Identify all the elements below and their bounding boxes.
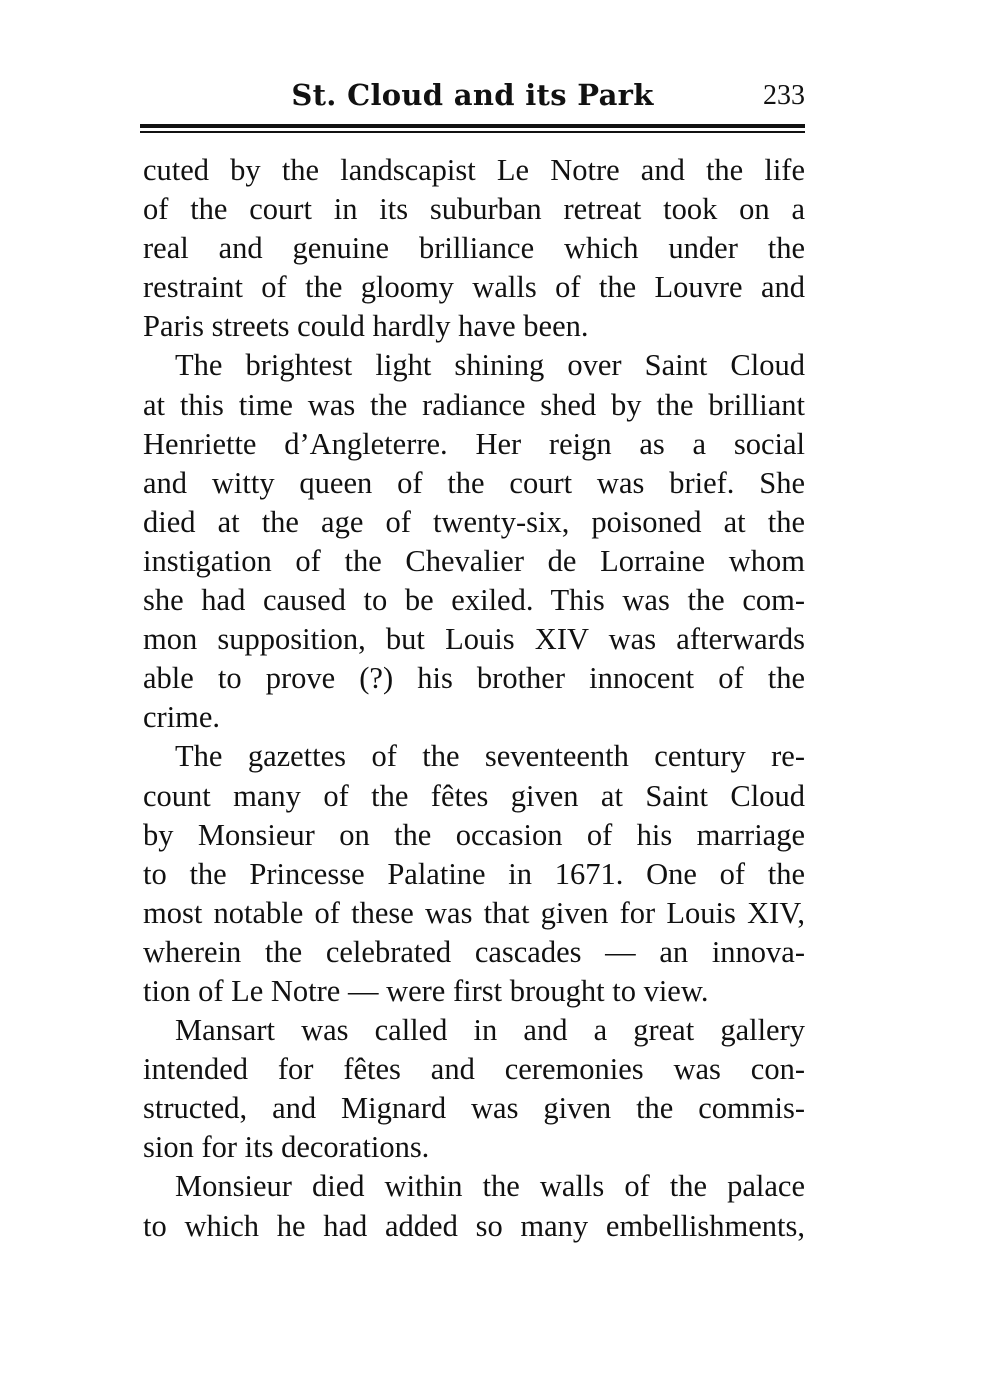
header-rule-thin	[140, 131, 805, 133]
text-line: count many of the fêtes given at Saint Cloud	[143, 778, 805, 813]
text-line: Henriette d’Angleterre. Her reign as a social	[143, 426, 805, 461]
text-line: restraint of the gloomy walls of the Louvre and	[143, 270, 805, 305]
text-line: to the Princesse Palatine in 1671. One of the	[143, 856, 805, 891]
text-line: mon supposition, but Louis XIV was afterwards	[143, 622, 805, 657]
text-line: instigation of the Chevalier de Lorraine whom	[143, 543, 805, 578]
text-line: wherein the celebrated cascades — an innova-	[143, 934, 805, 969]
text-line: crime.	[143, 700, 221, 735]
text-line: cuted by the landscapist Le Notre and the life	[143, 153, 805, 187]
text-line: Monsieur died within the walls of the palace	[175, 1169, 805, 1204]
text-line: by Monsieur on the occasion of his marriage	[143, 817, 805, 852]
text-line: structed, and Mignard was given the commis-	[143, 1091, 805, 1126]
page-number: 233	[763, 80, 805, 111]
text-line: able to prove (?) his brother innocent of the	[143, 661, 805, 696]
text-line: to which he had added so many embellishments,	[143, 1208, 805, 1243]
text-line: she had caused to be exiled. This was the com-	[143, 583, 805, 618]
text-line: and witty queen of the court was brief. She	[143, 465, 805, 500]
text-line: tion of Le Notre — were first brought to view.	[143, 973, 709, 1008]
text-line: The gazettes of the seventeenth century re-	[175, 739, 805, 774]
page-header	[140, 78, 805, 122]
text-line: most notable of these was that given for Louis XIV,	[143, 895, 805, 930]
text-line: of the court in its suburban retreat took on a	[143, 192, 805, 227]
text-line: Mansart was called in and a great gallery	[175, 1013, 805, 1048]
running-title: St. Cloud and its Park	[291, 78, 654, 112]
header-rule-thick	[140, 124, 805, 128]
text-line: sion for its decorations.	[143, 1130, 430, 1165]
text-line: died at the age of twenty-six, poisoned at the	[143, 504, 805, 539]
text-line: intended for fêtes and ceremonies was con-	[143, 1052, 805, 1087]
text-line: The brightest light shining over Saint Cloud	[175, 348, 805, 383]
body-text	[143, 151, 805, 1246]
text-line: real and genuine brilliance which under the	[143, 231, 805, 266]
text-line: at this time was the radiance shed by the brilliant	[143, 387, 805, 422]
text-line: Paris streets could hardly have been.	[143, 309, 589, 344]
